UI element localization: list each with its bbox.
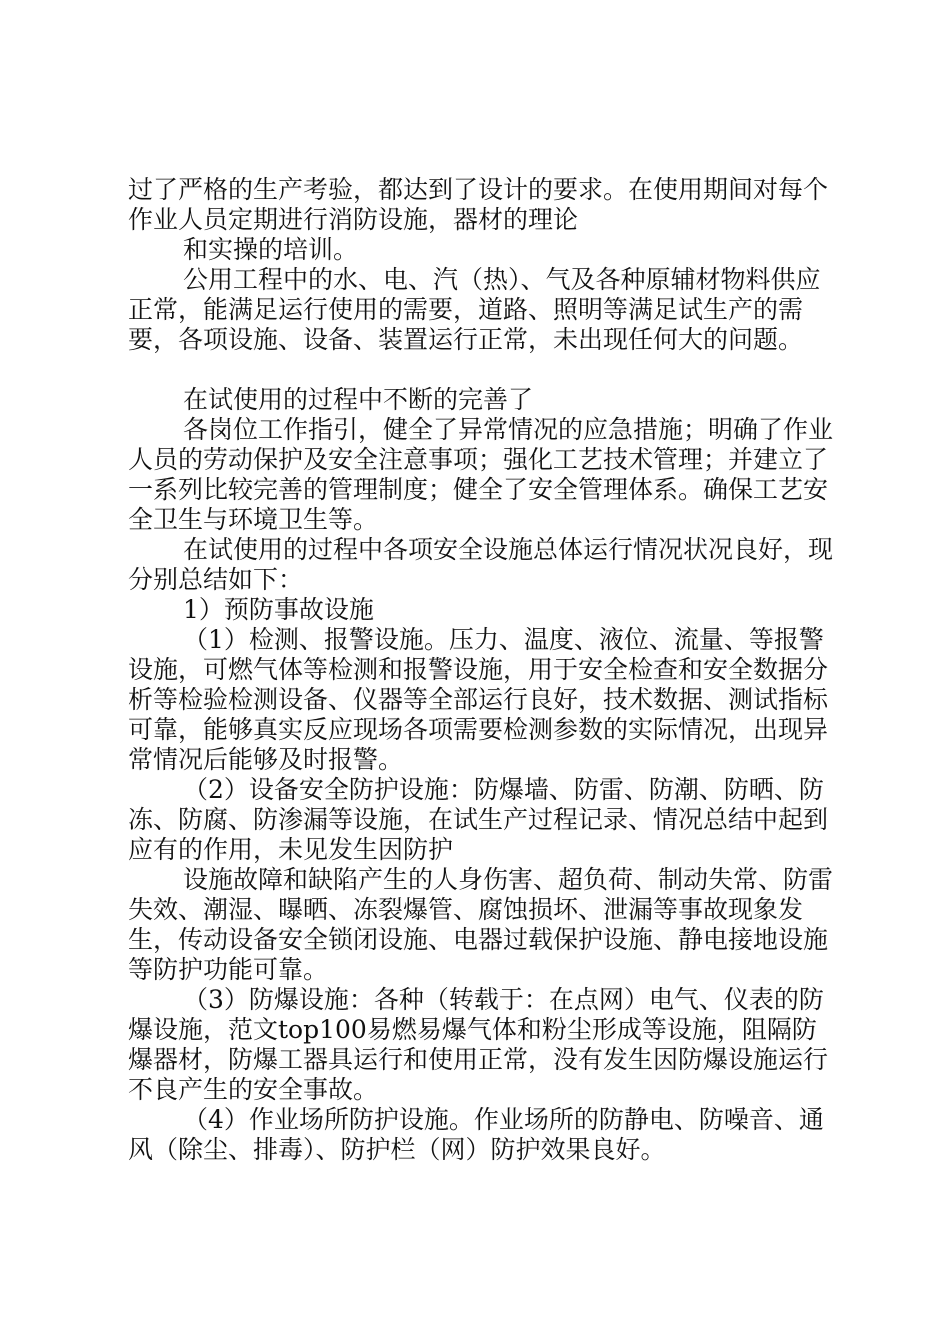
item-explosion-proof: （3）防爆设施：各种（转载于：在点网）电气、仪表的防爆设施，范文top100易燃易爆气体和粉尘形成等设施，阻隔防爆器材，防爆工器具运行和使用正常，没有发生因防爆设施运行不良产生的安全事故。 (128, 985, 829, 1104)
paragraph-3: 公用工程中的水、电、汽（热）、气及各种原辅材物料供应正常，能满足运行使用的需要，道路、照明等满足试生产的需要，各项设施、设备、装置运行正常，未出现任何大的问题。 (128, 265, 821, 354)
document-body (128, 175, 838, 1165)
section-heading-prevention: 1）预防事故设施 (183, 595, 374, 624)
paragraph-protection-continued: 设施故障和缺陷产生的人身伤害、超负荷、制动失常、防雷失效、潮湿、曝晒、冻裂爆管、腐蚀损坏、泄漏等事故现象发生，传动设备安全锁闭设施、电器过载保护设施、静电接地设施等防护功能可靠。 (128, 865, 834, 984)
paragraph-4: 在试使用的过程中不断的完善了 (183, 385, 534, 414)
item-workplace-protection: （4）作业场所防护设施。作业场所的防静电、防噪音、通风（除尘、排毒）、防护栏（网）防护效果良好。 (128, 1105, 824, 1164)
paragraph-2: 和实操的培训。 (183, 235, 359, 264)
paragraph-1: 过了严格的生产考验，都达到了设计的要求。在使用期间对每个作业人员定期进行消防设施，器材的理论 (128, 175, 829, 234)
paragraph-spacer (128, 355, 838, 385)
item-detection-alarm: （1）检测、报警设施。压力、温度、液位、流量、等报警设施，可燃气体等检测和报警设施，用于安全检查和安全数据分析等检验检测设备、仪器等全部运行良好，技术数据、测试指标可靠，能够真实反应现场各项需要检测参数的实际情况，出现异常情况后能够及时报警。 (128, 625, 829, 774)
item-equipment-protection: （2）设备安全防护设施：防爆墙、防雷、防潮、防晒、防冻、防腐、防渗漏等设施，在试生产过程记录、情况总结中起到应有的作用，未见发生因防护 (128, 775, 829, 864)
paragraph-5: 各岗位工作指引，健全了异常情况的应急措施；明确了作业人员的劳动保护及安全注意事项；强化工艺技术管理；并建立了一系列比较完善的管理制度；健全了安全管理体系。确保工艺安全卫生与环境卫生等。 (128, 415, 834, 534)
paragraph-6: 在试使用的过程中各项安全设施总体运行情况状况良好，现分别总结如下： (128, 535, 834, 594)
